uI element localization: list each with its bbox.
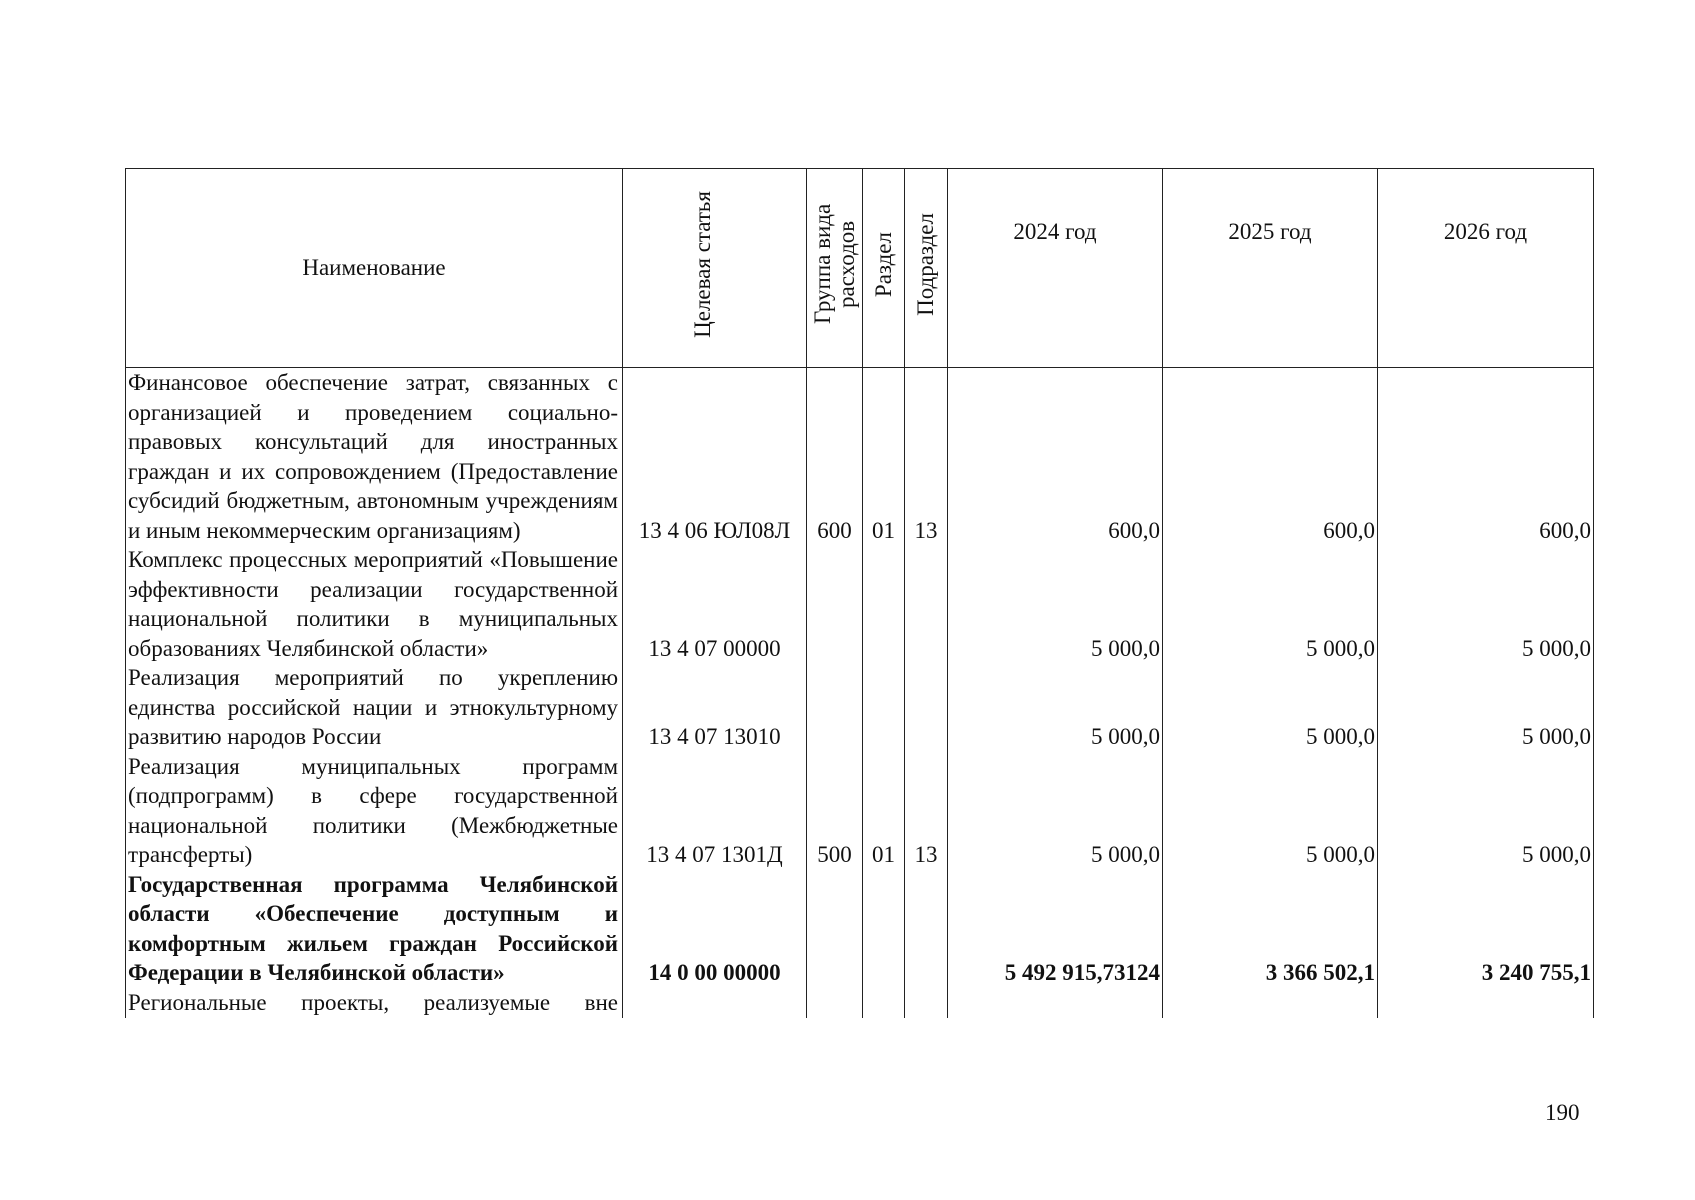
row-group: 500	[807, 752, 863, 870]
row-subsection	[905, 988, 948, 1018]
row-section	[863, 988, 905, 1018]
header-2025: 2025 год	[1163, 169, 1378, 368]
row-subsection: 13	[905, 752, 948, 870]
row-2024	[948, 988, 1163, 1018]
header-2024: 2024 год	[948, 169, 1163, 368]
row-2026: 3 240 755,1	[1378, 870, 1594, 988]
table-row	[126, 663, 1594, 752]
header-group: Группа вида расходов	[809, 204, 859, 325]
header-name: Наименование	[126, 169, 623, 368]
row-2025: 5 000,0	[1163, 663, 1378, 752]
header-row	[126, 169, 1594, 368]
page-number: 190	[1545, 1100, 1580, 1125]
row-section: 01	[863, 752, 905, 870]
table-row	[126, 368, 1594, 546]
row-group	[807, 663, 863, 752]
row-subsection	[905, 870, 948, 988]
row-2025: 5 000,0	[1163, 545, 1378, 663]
header-2026: 2026 год	[1378, 169, 1594, 368]
table-row	[126, 752, 1594, 870]
row-2026: 5 000,0	[1378, 545, 1594, 663]
row-section: 01	[863, 368, 905, 546]
row-name: Финансовое обеспечение затрат, связанных с организацией и проведением социально-правовых консультаций для иностранных граждан и их сопровождением (Предоставление субсидий бюджетным, автономным учреждениям и иным некоммерческим организациям)	[126, 368, 623, 546]
row-section	[863, 545, 905, 663]
row-target: 13 4 07 00000	[623, 545, 807, 663]
table-row	[126, 545, 1594, 663]
row-2024: 5 000,0	[948, 752, 1163, 870]
row-name: Комплекс процессных мероприятий «Повышение эффективности реализации государственной национальной политики в муниципальных образованиях Челябинской области»	[126, 545, 623, 663]
row-subsection	[905, 663, 948, 752]
row-group	[807, 870, 863, 988]
row-name: Реализация мероприятий по укреплению единства российской нации и этнокультурному развитию народов России	[126, 663, 623, 752]
row-section	[863, 870, 905, 988]
row-name: Региональные проекты, реализуемые вне	[126, 988, 623, 1018]
row-target: 13 4 07 13010	[623, 663, 807, 752]
row-name: Государственная программа Челябинской области «Обеспечение доступным и комфортным жильем граждан Российской Федерации в Челябинской области»	[126, 870, 623, 988]
row-name: Реализация муниципальных программ (подпрограмм) в сфере государственной национальной политики (Межбюджетные трансферты)	[126, 752, 623, 870]
row-2025: 600,0	[1163, 368, 1378, 546]
table-row	[126, 870, 1594, 988]
row-group	[807, 545, 863, 663]
row-2024: 5 000,0	[948, 545, 1163, 663]
row-2026: 5 000,0	[1378, 752, 1594, 870]
row-section	[863, 663, 905, 752]
row-2024: 5 000,0	[948, 663, 1163, 752]
row-subsection: 13	[905, 368, 948, 546]
row-2026	[1378, 988, 1594, 1018]
row-2025	[1163, 988, 1378, 1018]
row-2026: 5 000,0	[1378, 663, 1594, 752]
budget-table	[125, 168, 1594, 1018]
row-2026: 600,0	[1378, 368, 1594, 546]
row-target: 13 4 07 1301Д	[623, 752, 807, 870]
row-2025: 3 366 502,1	[1163, 870, 1378, 988]
row-group: 600	[807, 368, 863, 546]
row-target	[623, 988, 807, 1018]
header-section: Раздел	[870, 231, 896, 297]
table-row	[126, 988, 1594, 1018]
header-subsection: Подраздел	[913, 212, 938, 316]
row-2025: 5 000,0	[1163, 752, 1378, 870]
row-group	[807, 988, 863, 1018]
row-subsection	[905, 545, 948, 663]
row-2024: 5 492 915,73124	[948, 870, 1163, 988]
row-target: 13 4 06 ЮЛ08Л	[623, 368, 807, 546]
header-target: Целевая статья	[689, 190, 715, 338]
row-2024: 600,0	[948, 368, 1163, 546]
row-target: 14 0 00 00000	[623, 870, 807, 988]
